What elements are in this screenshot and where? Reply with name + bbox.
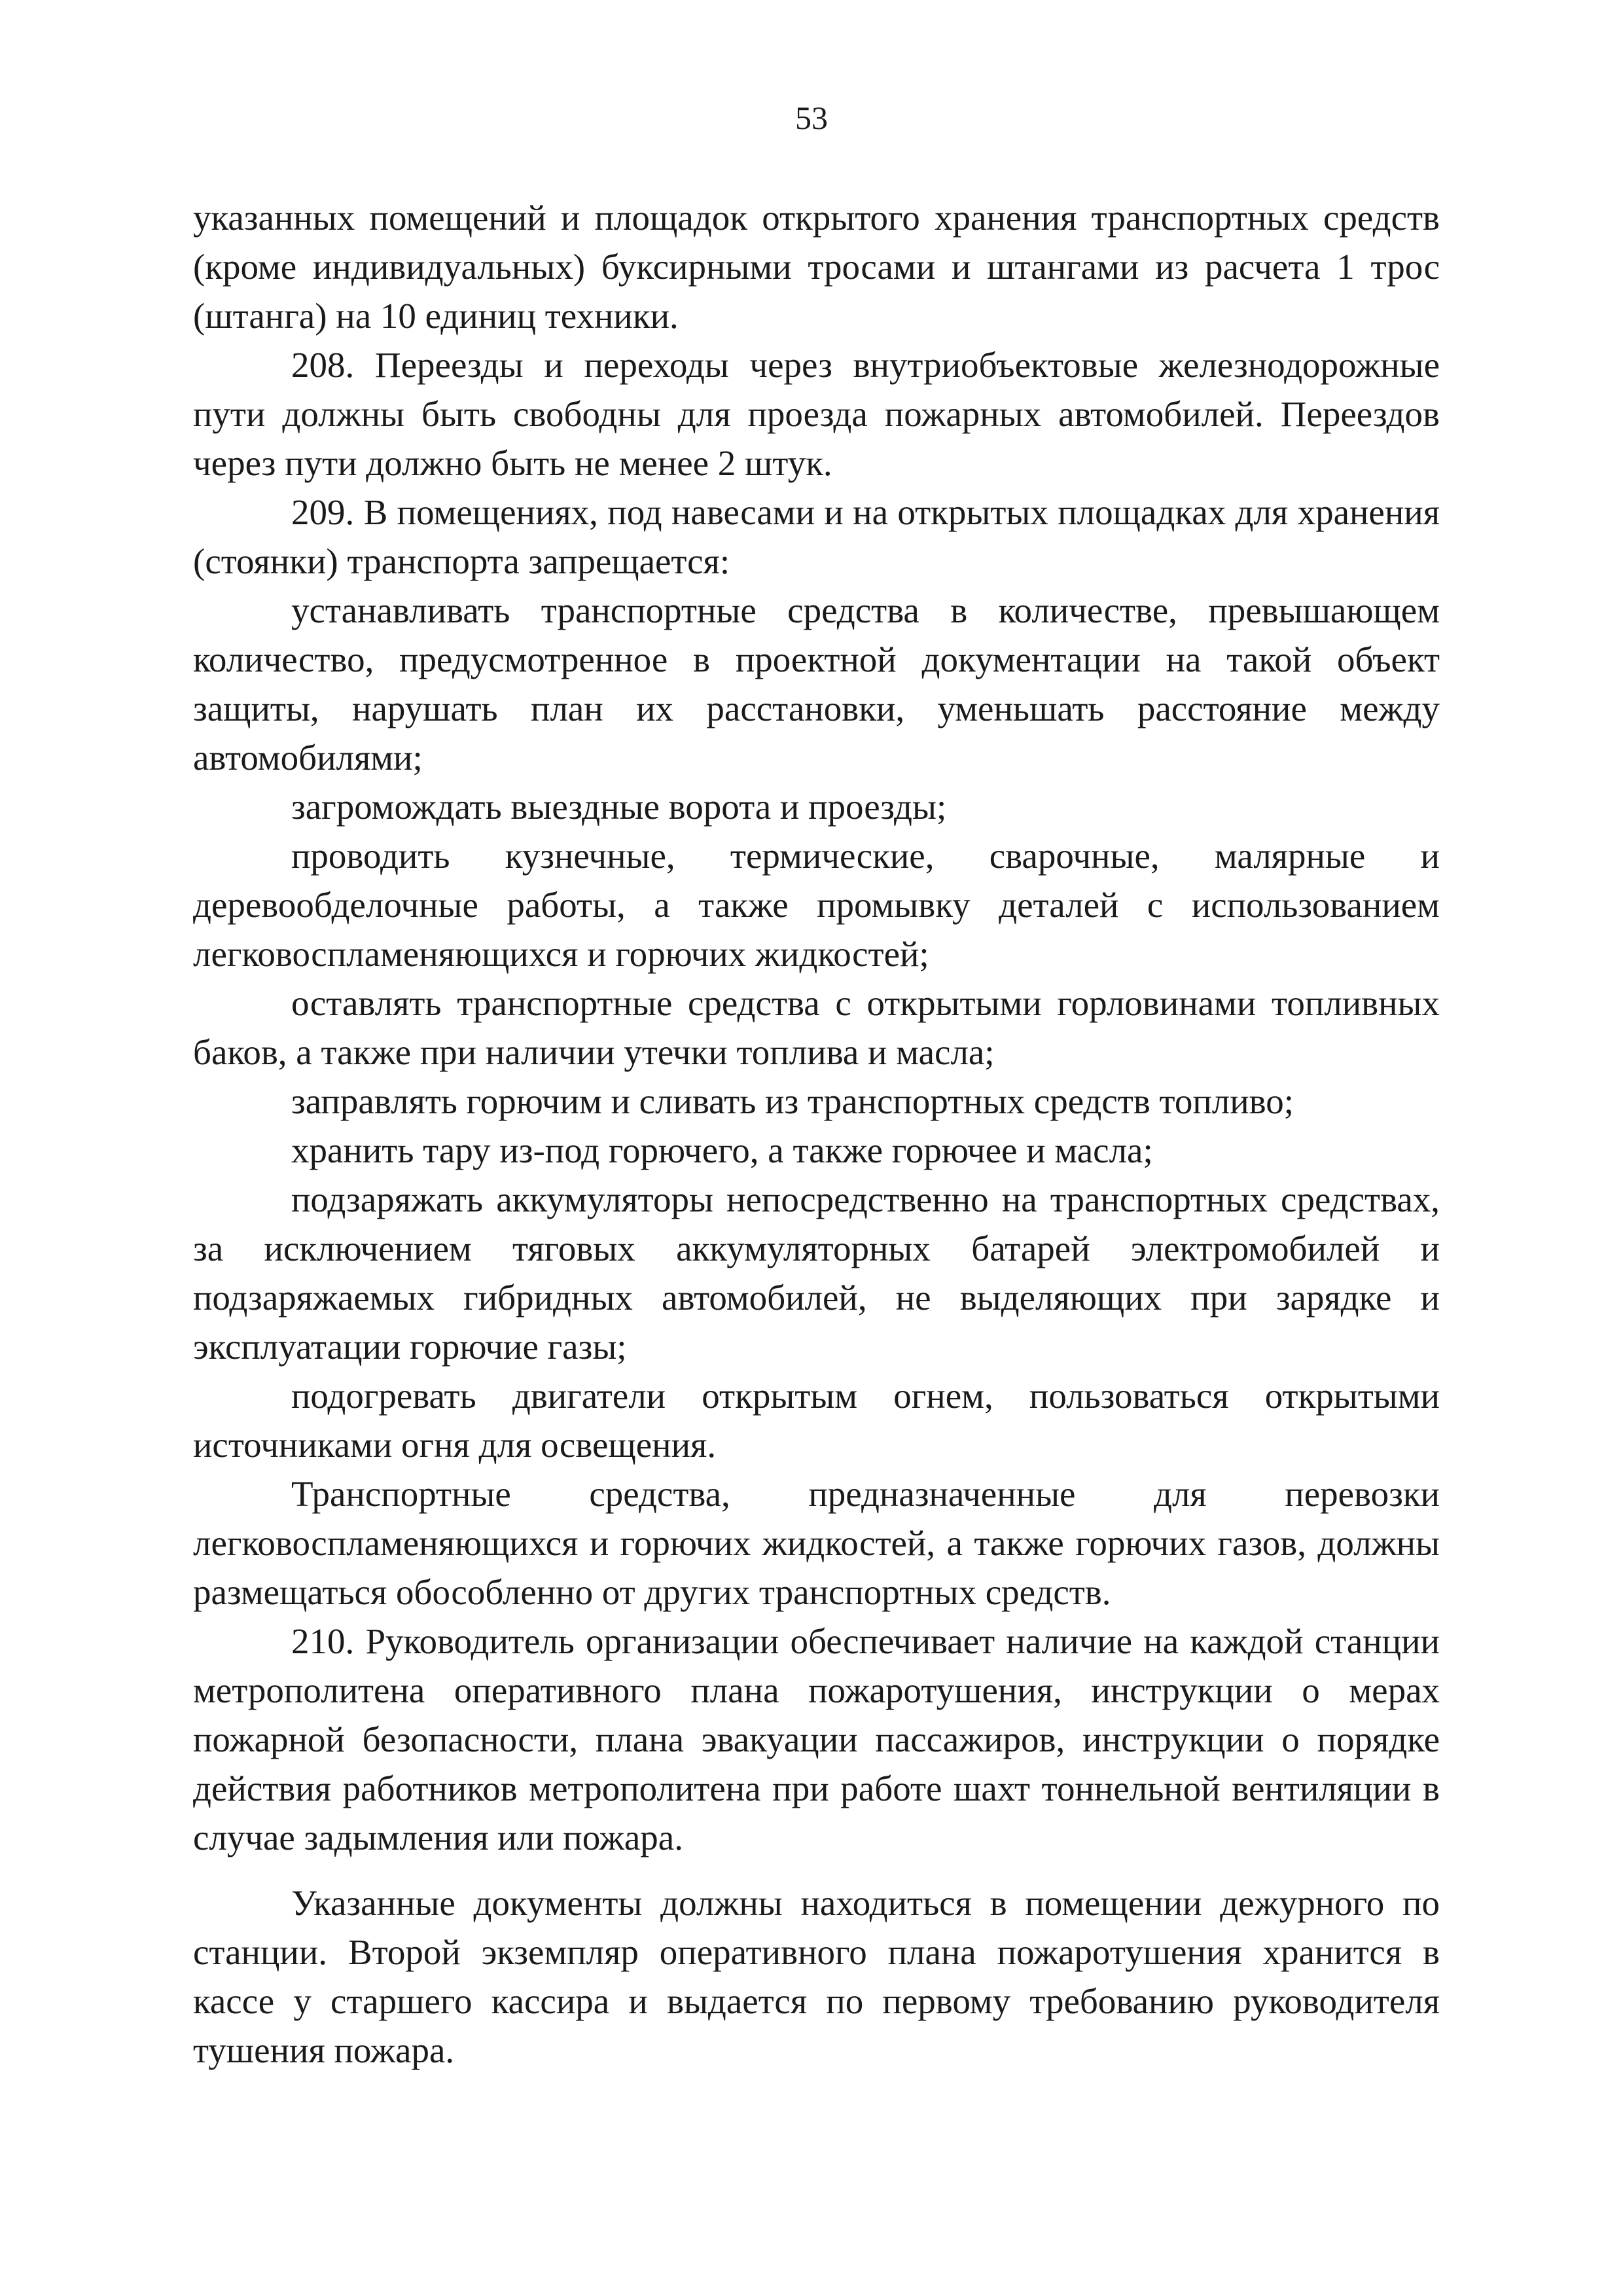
paragraph-prohibition-fuel-tanks: оставлять транспортные средства с открытыми горловинами топливных баков, а также при наличии утечки топлива и масла; — [193, 983, 1440, 1072]
paragraph-prohibition-refueling: заправлять горючим и сливать из транспортных средств топливо; — [291, 1081, 1294, 1121]
paragraph-prohibition-placement: устанавливать транспортные средства в количестве, превышающем количество, предусмотренное в проектной документации на такой объект защиты, нарушать план их расстановки, уменьшать расстояние между автомобилями; — [193, 590, 1440, 778]
paragraph-prohibition-open-fire: подогревать двигатели открытым огнем, пользоваться открытыми источниками огня для освещения. — [193, 1376, 1440, 1465]
document-body — [193, 193, 1440, 2075]
paragraph-documents-location: Указанные документы должны находиться в помещении дежурного по станции. Второй экземпляр оперативного плана пожаротушения хранится в кассе у старшего кассира и выдается по первому требованию руководителя тушения пожара. — [193, 1883, 1440, 2070]
paragraph-item-208: 208. Переезды и переходы через внутриобъектовые железнодорожные пути должны быть свободны для проезда пожарных автомобилей. Переездов через пути должно быть не менее 2 штук. — [193, 345, 1440, 483]
paragraph-prohibition-gates: загромождать выездные ворота и проезды; — [291, 787, 947, 827]
paragraph-item-210: 210. Руководитель организации обеспечивает наличие на каждой станции метрополитена оперативного плана пожаротушения, инструкции о мерах пожарной безопасности, плана эвакуации пассажиров, инструкции о порядке действия работников метрополитена при работе шахт тоннельной вентиляции в случае задымления или пожара. — [193, 1621, 1440, 1857]
paragraph-item-209: 209. В помещениях, под навесами и на открытых площадках для хранения (стоянки) транспорта запрещается: — [193, 492, 1440, 581]
page-number: 53 — [795, 99, 828, 136]
paragraph-flammable-transport: Транспортные средства, предназначенные для перевозки легковоспламеняющихся и горючих жидкостей, а также горючих газов, должны размещаться обособленно от других транспортных средств. — [193, 1474, 1440, 1612]
paragraph-prohibition-works: проводить кузнечные, термические, сварочные, малярные и деревообделочные работы, а также промывку деталей с использованием легковоспламеняющихся и горючих жидкостей; — [193, 836, 1440, 974]
paragraph-continuation: указанных помещений и площадок открытого хранения транспортных средств (кроме индивидуальных) буксирными тросами и штангами из расчета 1 трос (штанга) на 10 единиц техники. — [193, 198, 1440, 336]
paragraph-prohibition-storage: хранить тару из-под горючего, а также горючее и масла; — [291, 1130, 1153, 1170]
paragraph-prohibition-charging: подзаряжать аккумуляторы непосредственно на транспортных средствах, за исключением тяговых аккумуляторных батарей электромобилей и подзаряжаемых гибридных автомобилей, не выделяющих при зарядке и эксплуатации горючие газы; — [193, 1179, 1440, 1367]
